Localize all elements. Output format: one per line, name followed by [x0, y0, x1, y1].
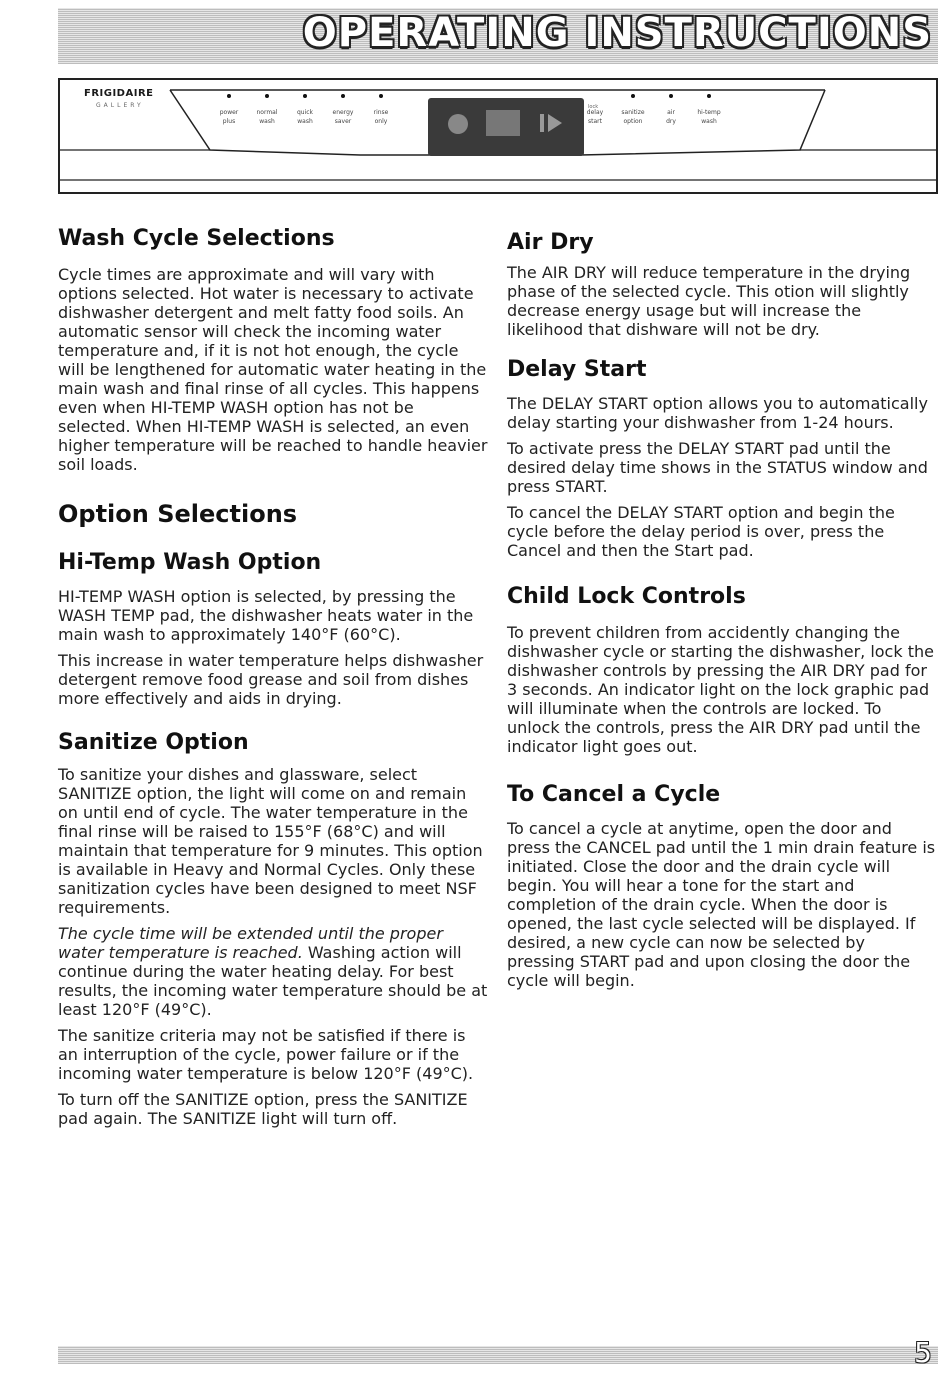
delay-start-text-2: To activate press the DELAY START pad until the desired delay time shows in the STATUS window and press START. — [507, 439, 928, 496]
control-panel-illustration — [58, 78, 938, 194]
sanitize-text-3: The sanitize criteria may not be satisfied if there is an interruption of the cycle, power failure or if the incoming water temperature is below 120°F (49°C). — [58, 1026, 474, 1083]
left-button-group — [210, 94, 400, 126]
sanitize-heading: Sanitize Option — [58, 730, 249, 755]
sanitize-text-4: To turn off the SANITIZE option, press the SANITIZE pad again. The SANITIZE light will turn off. — [58, 1090, 468, 1128]
quick-wash-button[interactable]: quick wash — [286, 94, 324, 126]
page-title: OPERATING INSTRUCTIONS — [302, 10, 932, 56]
delay-start-heading: Delay Start — [507, 357, 647, 382]
power-plus-button[interactable]: power plus — [210, 94, 248, 126]
option-selections-heading: Option Selections — [58, 500, 298, 528]
air-dry-heading: Air Dry — [507, 230, 594, 255]
delay-start-text-3: To cancel the DELAY START option and begin the cycle before the delay period is over, press the Cancel and then the Start pad. — [507, 503, 895, 560]
air-dry-button[interactable]: air dry — [652, 94, 690, 126]
rinse-only-button[interactable]: rinse only — [362, 94, 400, 126]
footer-bar — [58, 1346, 938, 1364]
hi-temp-heading: Hi-Temp Wash Option — [58, 550, 322, 575]
sanitize-text-2 — [58, 924, 488, 1019]
right-button-group — [576, 94, 728, 126]
wash-cycle-text: Cycle times are approximate and will vary with options selected. Hot water is necessary to activate dishwasher detergent and melt fatty food soils. An automatic sensor will check the incoming water temperature and, if it is not hot enough, the cycle will be lengthened for automatic water heating in the main wash and final rinse of all cycles. This happens even when HI-TEMP WASH option has not be selected. When HI-TEMP WASH is selected, an even higher temperature will be reached to handle heavier soil loads. — [58, 265, 488, 474]
child-lock-text: To prevent children from accidently changing the dishwasher cycle or starting the dishwasher, lock the dishwasher controls by pressing the AIR DRY pad for 3 seconds. An indicator light on the lock graphic pad will illuminate when the controls are locked. To unlock the controls, press the AIR DRY pad until the indicator light goes out. — [507, 623, 934, 756]
delay-start-text-1: The DELAY START option allows you to automatically delay starting your dishwasher from 1-24 hours. — [507, 394, 928, 432]
hi-temp-wash-button[interactable]: hi-temp wash — [690, 94, 728, 126]
lock-label: lock — [588, 104, 599, 110]
right-column — [507, 230, 937, 997]
sanitize-text-2-rest: Washing action will continue during the water heating delay. For best results, the incoming water temperature should be at least 120°F (49°C). — [58, 943, 488, 1019]
normal-wash-button[interactable]: normal wash — [248, 94, 286, 126]
wash-cycle-heading: Wash Cycle Selections — [58, 226, 335, 251]
sanitize-text-1: To sanitize your dishes and glassware, select SANITIZE option, the light will come on and remain on until end of cycle. The water temperature in the final rinse will be raised to 155°F (68°C) and will maintain that temperature for 9 minutes. This option is available in Heavy and Normal Cycles. Only these sanitization cycles have been designed to meet NSF requirements. — [58, 765, 483, 917]
display-icons — [428, 98, 584, 156]
cancel-cycle-text: To cancel a cycle at anytime, open the door and press the CANCEL pad until the 1 min drain feature is initiated. Close the door and the drain cycle will begin. You will hear a tone for the start and completion of the drain cycle. When the door is opened, the last cycle selected will be displayed. If desired, a new cycle can now be selected by pressing START pad and upon closing the door the cycle will begin. — [507, 819, 936, 990]
header-banner — [58, 8, 938, 64]
hi-temp-text-2: This increase in water temperature helps dishwasher detergent remove food grease and soil from dishes more effectively and aids in drying. — [58, 651, 484, 708]
page-number: 5 — [914, 1336, 932, 1369]
child-lock-heading: Child Lock Controls — [507, 584, 746, 609]
sanitize-italic-note: The cycle time will be extended until the proper water temperature is reached. — [58, 924, 443, 962]
brand-sub-logo: GALLERY — [96, 102, 144, 109]
energy-saver-button[interactable]: energy saver — [324, 94, 362, 126]
status-display — [428, 98, 584, 156]
sanitize-option-button[interactable]: sanitize option — [614, 94, 652, 126]
left-column — [58, 226, 488, 1135]
brand-logo: FRIGIDAIRE — [84, 88, 154, 99]
delay-start-button[interactable]: delay start — [586, 109, 604, 125]
hi-temp-text-1: HI-TEMP WASH option is selected, by pressing the WASH TEMP pad, the dishwasher heats water in the main wash to approximately 140°F (60°C). — [58, 587, 474, 644]
air-dry-text: The AIR DRY will reduce temperature in the drying phase of the selected cycle. This otion will slightly decrease energy usage but will increase the likelihood that dishware will not be dry. — [507, 263, 911, 339]
cancel-cycle-heading: To Cancel a Cycle — [507, 782, 721, 807]
